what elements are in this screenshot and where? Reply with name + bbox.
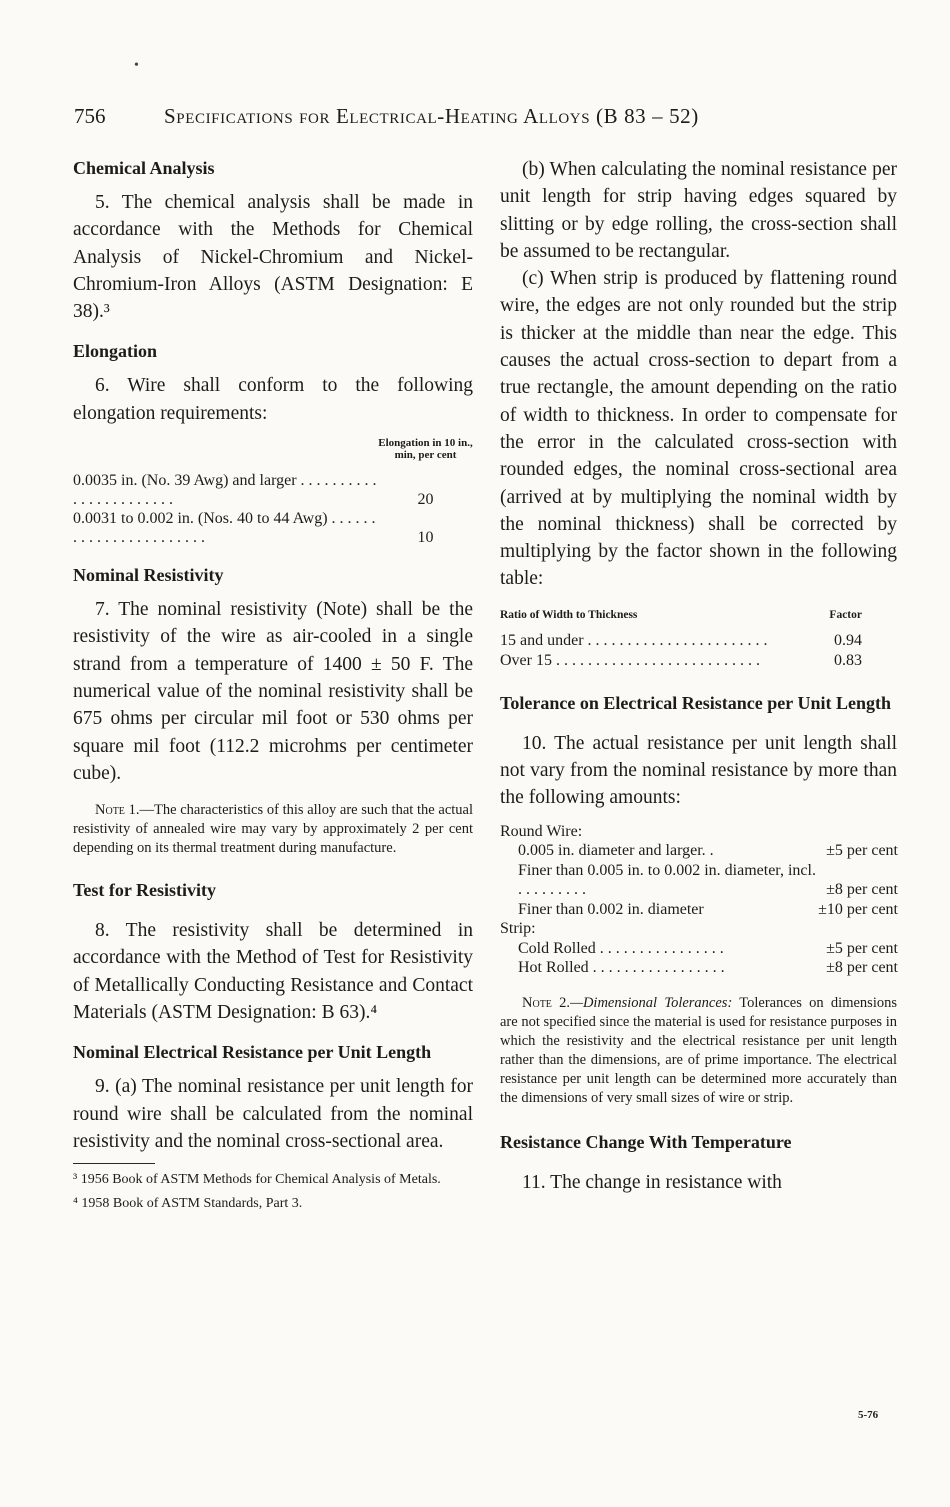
elongation-table-header: Elongation in 10 in., min, per cent <box>378 437 473 462</box>
table-row <box>73 471 473 509</box>
factor-row-value: 0.83 <box>834 651 862 669</box>
elongation-table <box>73 437 473 547</box>
right-column <box>500 156 897 1196</box>
table-row <box>500 900 898 920</box>
note-1-label: Note 1. <box>95 802 140 819</box>
factor-table-header-ratio: Ratio of Width to Thickness <box>500 608 638 621</box>
tolerance-row-value: ±5 per cent <box>826 842 898 860</box>
tolerance-table <box>500 822 898 978</box>
table-row <box>500 939 898 959</box>
left-column <box>73 156 473 1214</box>
elongation-row-value: 10 <box>417 529 434 547</box>
tolerance-row-label: Finer than 0.005 in. to 0.002 in. diameter, incl. . . . . . . . . . <box>518 861 816 899</box>
page-header <box>74 104 894 129</box>
paragraph-9a: 9. (a) The nominal resistance per unit length for round wire shall be calculated from the nominal resistivity and the nominal cross-sectional area. <box>73 1076 473 1152</box>
tolerance-row-label: Finer than 0.002 in. diameter <box>518 900 704 918</box>
factor-row-label: 15 and under . . . . . . . . . . . . . . . . . . . . . . . <box>500 631 768 649</box>
paragraph-9c: (c) When strip is produced by flattening round wire, the edges are not only rounded but the strip is thicker at the middle than near the edge. This causes the actual cross-section to depart from a true rectangle, the amount depending on the ratio of width to thickness. In order to compensate for the error in the calculated cross-section with rounded edges, the nominal cross-sectional area (arrived at by multiplying the nominal width by the nominal thickness) shall be corrected by multiplying by the factor shown in the following table: <box>500 268 897 590</box>
footnote-rule <box>73 1163 155 1164</box>
note-2-title: —Dimensional Tolerances: <box>570 994 733 1011</box>
section-heading-test-resistivity: Test for Resistivity <box>73 880 216 901</box>
tolerance-row-value: ±5 per cent <box>826 939 898 957</box>
factor-table-header-factor: Factor <box>829 608 862 621</box>
tolerance-row-label: Hot Rolled . . . . . . . . . . . . . . . . . <box>518 959 725 977</box>
footnote-3: ³ 1956 Book of ASTM Methods for Chemical Analysis of Metals. <box>73 1172 441 1188</box>
paragraph-11: 11. The change in resistance with <box>522 1171 782 1193</box>
note-2-text: Tolerances on dimensions are not specified since the material is used for resistance purposes in which the resistivity and the electrical resistance per unit length rather than the dimensions, are of prime importance. The electrical resistance per unit length can be determined more accurately than the dimensions of very small sizes of wire or strip. <box>500 994 897 1106</box>
page-code: 5-76 <box>858 1409 879 1421</box>
table-row <box>500 958 898 978</box>
tolerance-row-value: ±8 per cent <box>826 881 898 899</box>
page-number: 756 <box>74 104 106 128</box>
paragraph-5: 5. The chemical analysis shall be made in accordance with the Methods for Chemical Analysis of Nickel-Chromium and Nickel-Chromium-Iron Alloys (ASTM Designation: E 38).³ <box>73 192 473 323</box>
tolerance-group-round-wire: Round Wire: <box>500 822 583 840</box>
note-1 <box>73 801 473 858</box>
paragraph-6: 6. Wire shall conform to the following elongation requirements: <box>73 375 473 424</box>
elongation-row-label: 0.0035 in. (No. 39 Awg) and larger . . . . . . . . . . . . . . . . . . . . . . . <box>73 472 377 509</box>
note-1-text: —The characteristics of this alloy are such that the actual resistivity of annealed wire may vary by approximately 2 per cent depending on its thermal treatment during manufacture. <box>73 802 473 857</box>
table-row <box>500 861 898 900</box>
section-heading-nominal-resistance: Nominal Electrical Resistance per Unit Length <box>73 1042 432 1063</box>
paragraph-7: 7. The nominal resistivity (Note) shall be the resistivity of the wire as air-cooled in a single strand from a temperature of 1400 ± 50 F. The numerical value of the nominal resistivity shall be 675 ohms per circular mil foot or 530 ohms per square mil foot (112.2 microhms per centimeter cube). <box>73 599 473 784</box>
tolerance-row-value: ±10 per cent <box>818 900 898 918</box>
elongation-row-value: 20 <box>417 491 434 509</box>
tolerance-row-label: Cold Rolled . . . . . . . . . . . . . . . . <box>518 939 724 957</box>
section-heading-temperature: Resistance Change With Temperature <box>500 1131 792 1152</box>
section-heading-elongation: Elongation <box>73 341 158 362</box>
table-row <box>500 631 862 651</box>
note-2-label: Note 2. <box>522 994 571 1011</box>
table-row <box>500 841 898 861</box>
section-heading-nominal-resistivity: Nominal Resistivity <box>73 565 224 586</box>
elongation-row-label: 0.0031 to 0.002 in. (Nos. 40 to 44 Awg) . . . . . . . . . . . . . . . . . . . . . . . <box>73 510 376 547</box>
tolerance-row-value: ±8 per cent <box>826 959 898 977</box>
note-2 <box>500 994 897 1108</box>
tolerance-group-strip: Strip: <box>500 920 536 938</box>
footnote-4: ⁴ 1958 Book of ASTM Standards, Part 3. <box>73 1196 303 1212</box>
paragraph-10: 10. The actual resistance per unit length shall not vary from the nominal resistance by more than the following amounts: <box>500 732 897 809</box>
factor-row-label: Over 15 . . . . . . . . . . . . . . . . . . . . . . . . . . <box>500 651 760 669</box>
paragraph-8: 8. The resistivity shall be determined in accordance with the Method of Test for Resistivity of Metallically Conducting Resistance and Contact Materials (ASTM Designation: B 63).⁴ <box>73 920 473 1024</box>
running-title: Specifications for Electrical-Heating Alloys (B 83 – 52) <box>164 104 699 128</box>
factor-table <box>500 605 862 671</box>
tolerance-row-label: 0.005 in. diameter and larger. . <box>518 842 714 860</box>
factor-row-value: 0.94 <box>834 631 862 649</box>
section-heading-tolerance: Tolerance on Electrical Resistance per Unit Length <box>500 692 891 713</box>
table-row <box>500 651 862 671</box>
paragraph-9b: (b) When calculating the nominal resistance per unit length for strip having edges squared by slitting or by edge rolling, the cross-section shall be assumed to be rectangular. <box>500 159 897 262</box>
margin-mark: • <box>134 58 139 73</box>
table-row <box>73 509 473 547</box>
section-heading-chemical-analysis: Chemical Analysis <box>73 158 215 178</box>
